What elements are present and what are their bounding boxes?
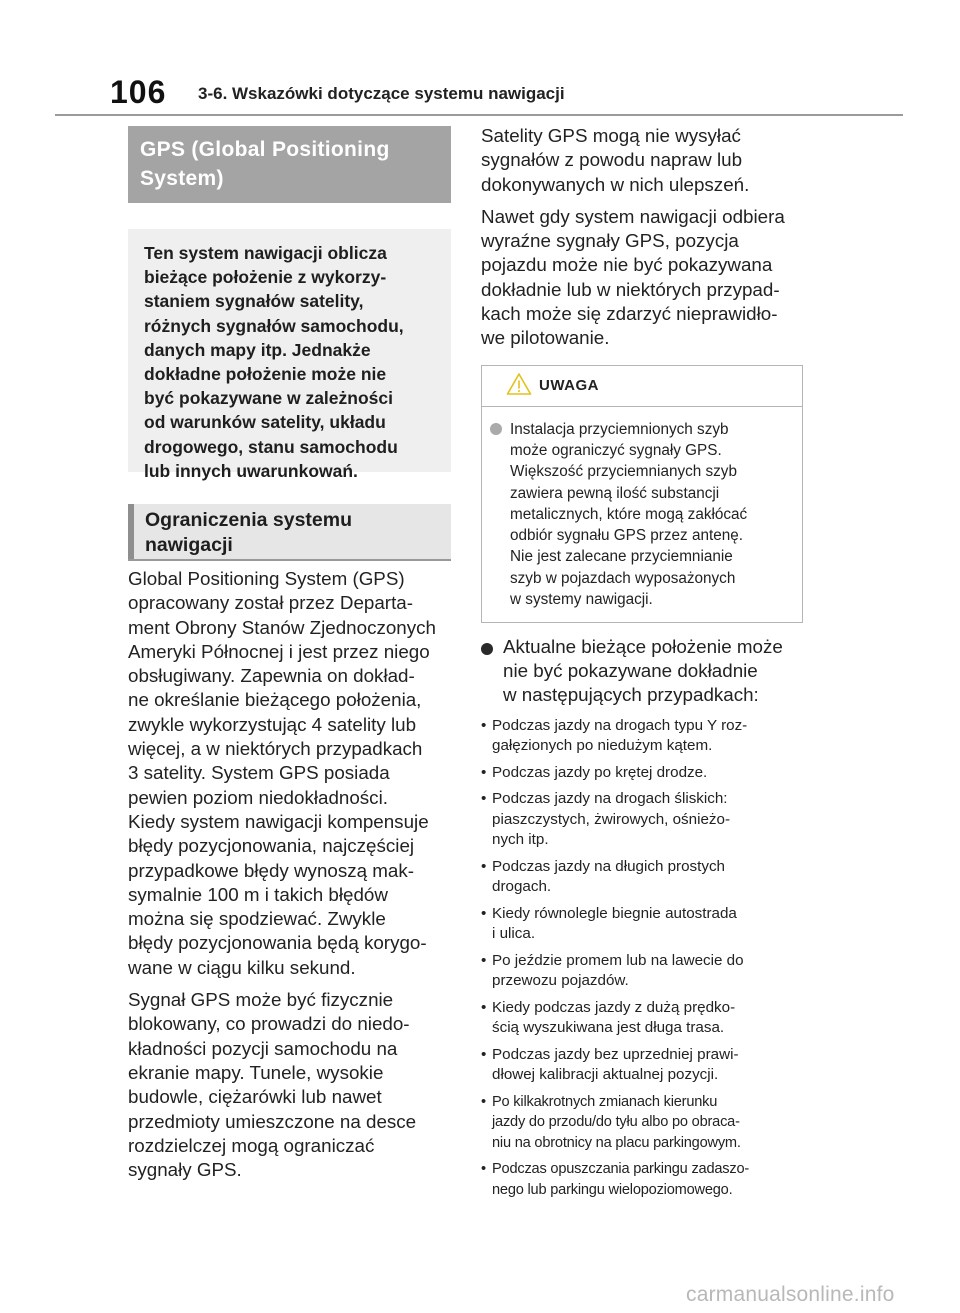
list-item bbox=[481, 716, 803, 757]
text-line: Sygnał GPS może być fizycznie bbox=[128, 989, 394, 1011]
gps-heading-line: GPS (Global Positioning bbox=[140, 138, 390, 161]
text-line: sygnałów z powodu napraw lub bbox=[481, 149, 743, 171]
limitations-heading-line: nawigacji bbox=[145, 534, 233, 556]
text-line: • Podczas jazdy na długich prostych bbox=[492, 857, 726, 875]
text-line: sygnały GPS. bbox=[128, 1159, 242, 1181]
text-line: ścią wyszukiwana jest długa trasa. bbox=[492, 1019, 725, 1037]
text-line: może ograniczyć sygnały GPS. bbox=[510, 441, 722, 459]
gps-heading-line: System) bbox=[140, 167, 224, 190]
intro-line: bieżące położenie z wykorzy- bbox=[144, 267, 387, 288]
text-line: dokonywanych w nich ulepszeń. bbox=[481, 173, 750, 195]
list-item bbox=[481, 763, 803, 784]
text-line: • Podczas jazdy na drogach typu Y roz- bbox=[492, 716, 748, 734]
left-column bbox=[128, 126, 451, 1182]
text-line: można się spodziewać. Zwykle bbox=[128, 908, 386, 930]
limitations-heading-line: Ograniczenia systemu bbox=[145, 509, 352, 531]
intro-line: dokładne położenie może nie bbox=[144, 364, 387, 385]
list-item bbox=[481, 1045, 803, 1086]
text-line: kładności pozycji samochodu na bbox=[128, 1037, 398, 1059]
intro-line: Ten system nawigacji oblicza bbox=[144, 243, 387, 263]
gps-heading bbox=[128, 126, 451, 203]
list-item bbox=[481, 998, 803, 1039]
right-column bbox=[481, 124, 803, 1206]
intro-line: danych mapy itp. Jednakże bbox=[144, 339, 371, 360]
intro-line: lub innych uwarunkowań. bbox=[144, 460, 358, 481]
text-line: Ameryki Północnej i jest przez niego bbox=[128, 640, 430, 662]
text-line: pojazdu może nie być pokazywana bbox=[481, 254, 773, 276]
intro-line: od warunków satelity, układu bbox=[144, 412, 386, 433]
text-line: nych itp. bbox=[492, 831, 549, 849]
list-item bbox=[481, 857, 803, 898]
text-line: w następujących przypadkach: bbox=[503, 684, 759, 706]
text-line: 3 satelity. System GPS posiada bbox=[128, 762, 390, 784]
text-line: Kiedy system nawigacji kompensuje bbox=[128, 810, 429, 832]
list-item bbox=[481, 789, 803, 851]
text-line: blokowany, co prowadzi do niedo- bbox=[128, 1013, 410, 1035]
text-line: • Po jeździe promem lub na lawecie do bbox=[492, 951, 744, 969]
text-line: szyb w pojazdach wyposażonych bbox=[510, 569, 736, 587]
text-line: • Podczas jazdy bez uprzedniej prawi- bbox=[492, 1045, 739, 1063]
text-line: zwykle wykorzystując 4 satelity lub bbox=[128, 713, 417, 735]
position-accuracy-paragraph bbox=[481, 205, 803, 351]
intro-line: drogowego, stanu samochodu bbox=[144, 436, 398, 457]
text-line: • Kiedy równolegle biegnie autostrada bbox=[492, 904, 737, 922]
satellite-repair-paragraph bbox=[481, 124, 803, 197]
warning-triangle-icon bbox=[506, 372, 532, 401]
text-line: Aktualne bieżące położenie może bbox=[503, 635, 783, 657]
text-line: dokładnie lub w niektórych przypad- bbox=[481, 278, 780, 300]
section-title: 3-6. Wskazówki dotyczące systemu nawigacji bbox=[198, 84, 565, 103]
bullet-icon bbox=[481, 643, 493, 655]
intro-line: być pokazywane w zależności bbox=[144, 388, 393, 409]
text-line: rozdzielczej mogą ograniczać bbox=[128, 1134, 375, 1156]
text-line: jazdy do przodu/do tyłu albo po obraca- bbox=[492, 1114, 740, 1131]
text-line: symalnie 100 m i takich błędów bbox=[128, 883, 388, 905]
list-item bbox=[481, 1092, 803, 1154]
text-line: • Podczas jazdy na drogach śliskich: bbox=[492, 790, 728, 808]
text-line: • Podczas jazdy po krętej drodze. bbox=[492, 763, 708, 781]
list-item bbox=[481, 904, 803, 945]
text-line: gałęzionych po niedużym kątem. bbox=[492, 737, 713, 755]
page-header bbox=[110, 72, 900, 112]
text-line: i ulica. bbox=[492, 925, 536, 943]
cases-heading bbox=[481, 635, 803, 708]
gps-description-paragraph bbox=[128, 567, 451, 980]
text-line: odbiór sygnału GPS przez antenę. bbox=[510, 527, 743, 545]
text-line: kach może się zdarzyć nieprawidło- bbox=[481, 303, 778, 325]
intro-summary-box bbox=[128, 229, 451, 481]
text-line: wyraźne sygnały GPS, pozycja bbox=[481, 230, 739, 252]
text-line: nie być pokazywane dokładnie bbox=[503, 659, 758, 681]
warning-bullet-icon bbox=[490, 423, 502, 435]
text-line: Większość przyciemnianych szyb bbox=[510, 463, 737, 481]
text-line: Instalacja przyciemnionych szyb bbox=[510, 420, 729, 438]
text-line: piaszczystych, żwirowych, ośnieżo- bbox=[492, 810, 731, 828]
text-line: we pilotowanie. bbox=[481, 327, 610, 349]
text-line: przewozu pojazdów. bbox=[492, 972, 629, 990]
text-line: • Po kilkakrotnych zmianach kierunku bbox=[492, 1093, 718, 1110]
text-line: opracowany został przez Departa- bbox=[128, 592, 413, 614]
site-watermark: carmanualsonline.info bbox=[686, 1283, 895, 1306]
text-line: dłowej kalibracji aktualnej pozycji. bbox=[492, 1066, 719, 1084]
text-line: ne określanie bieżącego położenia, bbox=[128, 689, 422, 711]
text-line: Nawet gdy system nawigacji odbiera bbox=[481, 205, 785, 227]
text-line: przypadkowe błędy wynoszą mak- bbox=[128, 859, 415, 881]
text-line: metalicznych, które mogą zakłócać bbox=[510, 505, 748, 523]
text-line: Nie jest zalecane przyciemnianie bbox=[510, 548, 733, 566]
warning-box bbox=[481, 365, 803, 623]
text-line: więcej, a w niektórych przypadkach bbox=[128, 738, 423, 760]
text-line: przedmioty umieszczone na desce bbox=[128, 1110, 417, 1132]
text-line: błędy pozycjonowania, najczęściej bbox=[128, 835, 415, 857]
text-line: w systemy nawigacji. bbox=[510, 591, 653, 609]
warning-label: UWAGA bbox=[539, 376, 599, 394]
list-item bbox=[481, 1159, 803, 1200]
intro-line: staniem sygnałów satelity, bbox=[144, 291, 364, 312]
text-line: wane w ciągu kilku sekund. bbox=[128, 956, 356, 978]
limitations-heading bbox=[128, 504, 451, 561]
text-line: budowle, ciężarówki lub nawet bbox=[128, 1086, 382, 1108]
intro-line: różnych sygnałów samochodu, bbox=[144, 315, 404, 336]
text-line: zawiera pewną ilość substancji bbox=[510, 484, 720, 502]
text-line: drogach. bbox=[492, 878, 552, 896]
text-line: • Kiedy podczas jazdy z dużą prędko- bbox=[492, 998, 736, 1016]
text-line: Satelity GPS mogą nie wysyłać bbox=[481, 125, 741, 146]
header-rule bbox=[55, 114, 903, 116]
signal-blocking-paragraph bbox=[128, 988, 451, 1182]
text-line: nego lub parkingu wielopoziomowego. bbox=[492, 1181, 733, 1198]
page-number: 106 bbox=[110, 74, 167, 110]
text-line: Global Positioning System (GPS) bbox=[128, 568, 405, 589]
warning-header bbox=[482, 366, 802, 407]
warning-text bbox=[482, 407, 802, 611]
text-line: ment Obrony Stanów Zjednoczonych bbox=[128, 616, 436, 638]
text-line: obsługiwany. Zapewnia on dokład- bbox=[128, 665, 415, 687]
list-item bbox=[481, 951, 803, 992]
text-line: błędy pozycjonowania będą korygo- bbox=[128, 932, 427, 954]
text-line: niu na obrotnicy na placu parkingowym. bbox=[492, 1134, 741, 1151]
text-line: • Podczas opuszczania parkingu zadaszo- bbox=[492, 1161, 750, 1178]
text-line: ekranie mapy. Tunele, wysokie bbox=[128, 1061, 384, 1083]
text-line: pewien poziom niedokładności. bbox=[128, 786, 388, 808]
cases-list bbox=[481, 716, 803, 1201]
